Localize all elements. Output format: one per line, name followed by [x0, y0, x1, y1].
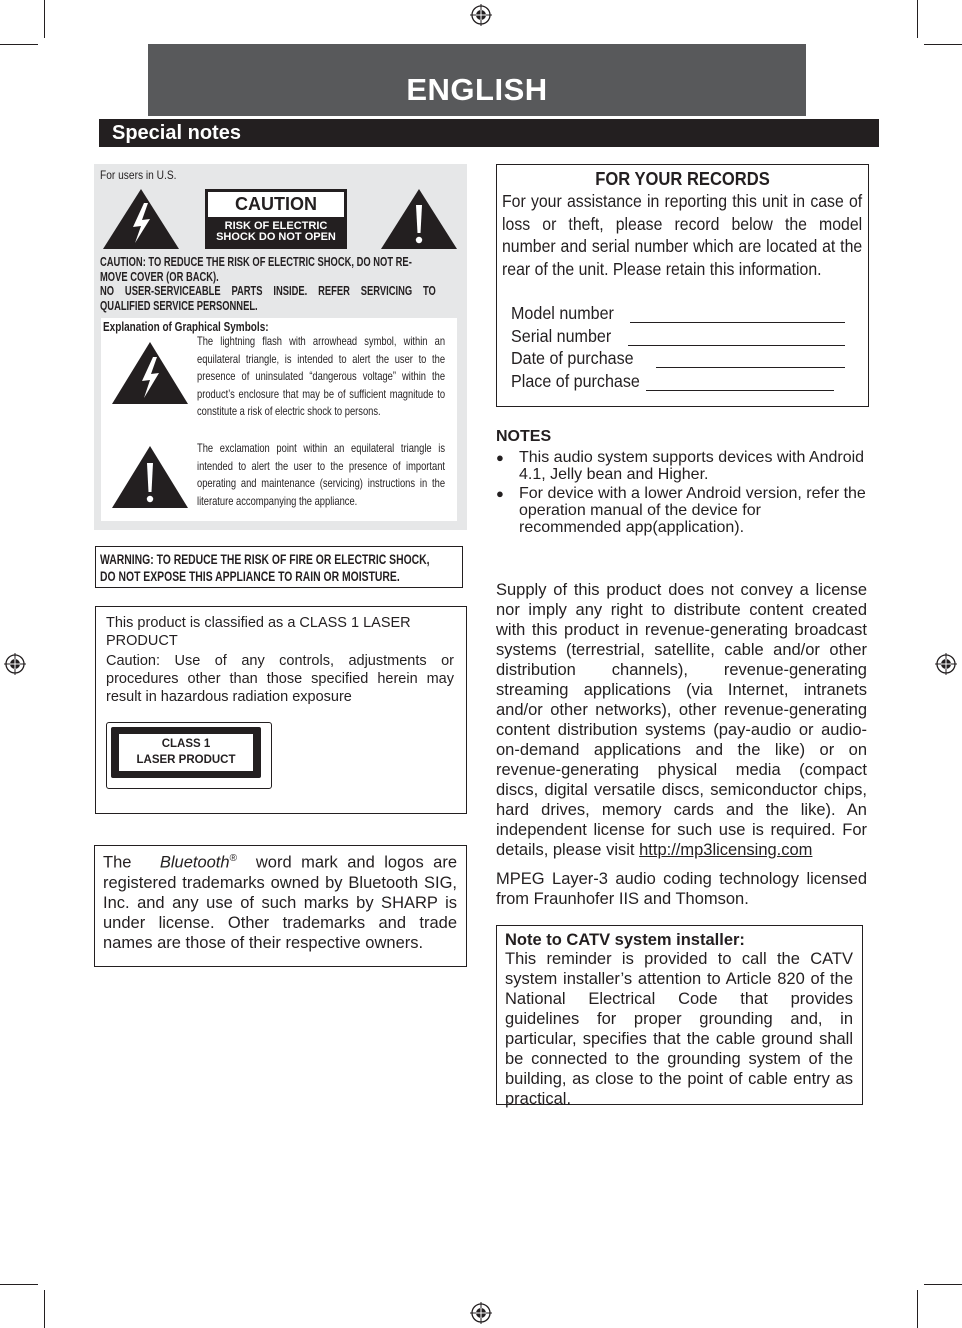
registration-mark-icon	[470, 1302, 492, 1324]
crop-mark	[0, 44, 38, 45]
registration-mark-icon	[4, 653, 26, 675]
class1-laser-label	[106, 722, 272, 789]
place-of-purchase-field: Place of purchase	[511, 371, 640, 391]
exclamation-description: The exclamation point within an equilateral triangle is intended to alert the user to the presence of important operating and maintenance (servicing) instructions in the literature accompanying the appliance.	[197, 441, 446, 508]
bullet-icon: ●	[496, 450, 504, 465]
mpeg-notice: MPEG Layer-3 audio coding technology licensed from Fraunhofer IIS and Thomson.	[496, 870, 867, 908]
laser-classification: This product is classified as a CLASS 1 LASER PRODUCT	[106, 615, 411, 649]
crop-mark	[917, 1290, 918, 1328]
note-text: For device with a lower Android version, refer the operation manual of the device for recommended app(application).	[519, 485, 866, 536]
crop-mark	[44, 1290, 45, 1328]
symbols-explanation	[101, 318, 457, 521]
language-title: ENGLISH	[406, 72, 548, 107]
caution-statement-line: MOVE COVER (OR BACK).	[100, 269, 219, 284]
place-of-purchase-line	[646, 390, 834, 391]
crop-mark	[44, 0, 45, 38]
language-banner	[148, 44, 806, 116]
crop-mark	[924, 44, 962, 45]
catv-notice	[496, 925, 863, 1108]
note-item	[496, 485, 867, 539]
crop-mark	[0, 1284, 38, 1285]
lightning-warning-icon	[101, 187, 181, 251]
bluetooth-trademark-notice	[94, 845, 467, 967]
bullet-icon: ●	[496, 486, 504, 501]
section-header	[99, 119, 879, 147]
license-text: Supply of this product does not convey a license nor imply any right to distribute content created with this product in revenue-generating broadcast systems (terrestrial, satellite, cable and/or other distribution channels), revenue-generating streaming applications (via Internet, intranets and/or other networks), other revenue-generating content distribution systems (pay-audio or audio-on-demand applications and the like) or on revenue-generating physical media (compact discs, digital versatile discs, semiconductor chips, hard drives, memory cards and the like). An independent license for such use is required. For details, please visit	[496, 581, 867, 859]
warning-line: WARNING: TO REDUCE THE RISK OF FIRE OR ELECTRIC SHOCK,	[100, 552, 430, 567]
section-title: Special notes	[112, 122, 241, 144]
exclamation-symbol-icon	[110, 444, 190, 510]
records-instructions: For your assistance in reporting this unit in case of loss or theft, please record below the model number and serial number which are located at the rear of the unit. Please retain this information.	[502, 191, 863, 279]
crop-mark	[917, 0, 918, 38]
catv-title: Note to CATV system installer:	[505, 931, 745, 949]
safety-panel	[94, 164, 467, 530]
mp3-licensing-link[interactable]: http://mp3licensing.com	[639, 841, 813, 859]
registered-mark: ®	[229, 853, 237, 864]
bluetooth-body: word mark and logos are registered trademarks owned by Bluetooth SIG, Inc. and any use of such marks by SHARP is under license. Other trademarks and trade names are those of their respective owners.	[103, 853, 458, 952]
caution-statement-line: CAUTION: TO REDUCE THE RISK OF ELECTRIC SHOCK, DO NOT RE-	[100, 255, 412, 269]
laser-label-line: CLASS 1	[161, 738, 211, 750]
caution-statement	[100, 255, 460, 313]
crop-mark	[924, 1284, 962, 1285]
caution-sub-line: SHOCK DO NOT OPEN	[216, 231, 336, 243]
note-text: This audio system supports devices with Android 4.1, Jelly bean and Higher.	[519, 449, 865, 483]
caution-label-subtitle	[205, 221, 347, 243]
records-title: FOR YOUR RECORDS	[595, 169, 770, 189]
date-of-purchase-field: Date of purchase	[511, 348, 634, 368]
laser-label-frame	[111, 727, 261, 778]
laser-label-text	[119, 734, 253, 771]
laser-notice	[95, 606, 467, 814]
caution-label	[205, 189, 347, 249]
serial-number-field: Serial number	[511, 326, 612, 346]
caution-label-title: CAUTION	[208, 192, 344, 217]
records-box	[496, 164, 869, 407]
registration-mark-icon	[470, 4, 492, 26]
warning-line: DO NOT EXPOSE THIS APPLIANCE TO RAIN OR MOISTURE.	[100, 569, 400, 584]
lightning-description: The lightning flash with arrowhead symbol, within an equilateral triangle, is intended to alert the user to the presence of uninsulated “dangerous voltage” within the product’s enclosure that may be of sufficient magnitude to constitute a risk of electric shock to persons.	[197, 334, 446, 419]
serial-number-line	[628, 345, 845, 346]
warning-text	[100, 551, 462, 585]
caution-statement-line: NO USER-SERVICEABLE PARTS INSIDE. REFER SERVICING TO	[100, 284, 436, 298]
exclamation-warning-icon	[379, 187, 459, 251]
registration-mark-icon	[935, 653, 957, 675]
bluetooth-text	[103, 849, 457, 953]
lightning-symbol-icon	[110, 340, 190, 406]
symbols-explanation-title: Explanation of Graphical Symbols:	[103, 320, 269, 334]
note-item	[496, 449, 867, 485]
laser-label-line: LASER PRODUCT	[136, 754, 236, 766]
catv-text: This reminder is provided to call the CATV system installer’s attention to Article 820 of the National Electrical Code that provides guidelines for proper grounding and, in particular, specifies that the cable ground shall be connected to the grounding system of the building, as close to the point of cable entry as practical.	[505, 950, 853, 1108]
caution-statement-line: QUALIFIED SERVICE PERSONNEL.	[100, 298, 258, 313]
date-of-purchase-line	[656, 367, 845, 368]
laser-caution: Caution: Use of any controls, adjustments or procedures other than those specified herein may result in hazardous radiation exposure	[106, 653, 454, 705]
mp3-license-notice	[496, 580, 867, 860]
model-number-line	[630, 322, 845, 323]
notes-title: NOTES	[496, 428, 552, 445]
model-number-field: Model number	[511, 303, 614, 323]
caution-sub-line: RISK OF ELECTRIC	[224, 220, 328, 232]
bluetooth-brand: Bluetooth	[159, 853, 230, 872]
bluetooth-prefix: The	[103, 853, 132, 872]
warning-notice	[95, 546, 463, 588]
for-users-label: For users in U.S.	[100, 168, 177, 182]
